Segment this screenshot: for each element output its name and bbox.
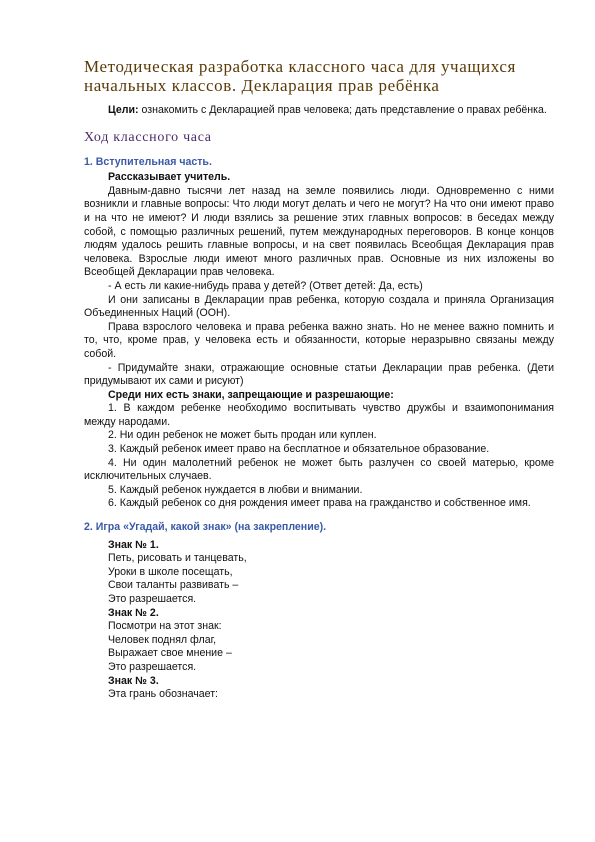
verse-line: Человек поднял флаг,: [108, 633, 217, 646]
verse-line: Это разрешается.: [108, 593, 197, 605]
rule-item: 2. Ни один ребенок не может быть продан или куплен.: [108, 429, 377, 442]
paragraph: - Придумайте знаки, отражающие основные статьи Декларации прав ребенка. (Дети придумывают их сами и рисуют): [84, 361, 554, 388]
sign-label: Знак № 2.: [108, 606, 159, 619]
paragraph: - А есть ли какие-нибудь права у детей? (Ответ детей: Да, есть): [108, 279, 423, 292]
rule-item: 5. Каждый ребенок нуждается в любви и внимании.: [108, 483, 363, 496]
document-page: [84, 57, 554, 702]
rule-item: 1. В каждом ребенке необходимо воспитывать чувство дружбы и взаимопонимания между народами.: [84, 402, 554, 428]
paragraph: Давным-давно тысячи лет назад на земле появились люди. Одновременно с ними возникли и главные вопросы: Что люди могут делать и чего не могут? На что они имеют право и на что не имеют? И люди взялись за решение этих главных вопросов: в беседах между собой, с помощью различных решений, путем международных переговоров. В конце концов людям удалось решить главные вопросы, и на свет появилась Всеобщая Декларация прав человека. Взрослые люди имеют много различных прав. Основные из них изложены во Всеобщей Декларации прав человека.: [84, 184, 554, 279]
paragraph: И они записаны в Декларации прав ребенка, которую создала и приняла Организация Объединенных Наций (ООН).: [84, 293, 554, 320]
part2-heading: 2. Игра «Угадай, какой знак» (на закрепление).: [84, 521, 327, 534]
verse-line: Выражает свое мнение –: [108, 647, 232, 660]
paragraph: Права взрослого человека и права ребенка важно знать. Но не менее важно помнить и то, что, кроме прав, у человека есть и обязанности, которые неразрывно связаны между собой.: [84, 320, 554, 360]
section-heading: Ход классного часа: [84, 129, 212, 145]
goals-paragraph: [84, 104, 554, 118]
game-verses: [84, 539, 554, 702]
verse-line: Петь, рисовать и танцевать,: [108, 552, 247, 565]
sign-label: Знак № 1.: [108, 538, 159, 551]
verse-line: Посмотри на этот знак:: [108, 620, 222, 633]
part1-heading: 1. Вступительная часть.: [84, 155, 212, 168]
rule-item: 3. Каждый ребенок имеет право на бесплатное и обязательное образование.: [108, 443, 490, 456]
verse-line: Эта грань обозначает:: [108, 688, 218, 701]
verse-line: Уроки в школе посещать,: [108, 565, 233, 578]
document-title: Методическая разработка классного часа для учащихся начальных классов. Декларация прав ребёнка: [84, 57, 516, 95]
sign-label: Знак № 3.: [108, 674, 159, 687]
speaker-note: Рассказывает учитель.: [108, 171, 231, 184]
goals-label: Цели:: [108, 104, 139, 116]
signs-heading: Среди них есть знаки, запрещающие и разрешающие:: [108, 388, 394, 401]
verse-line: Свои таланты развивать –: [108, 579, 239, 592]
rule-item: 4. Ни один малолетний ребенок не может быть разлучен со своей матерью, кроме исключительных случаев.: [84, 456, 554, 483]
rule-item: 6. Каждый ребенок со дня рождения имеет права на гражданство и собственное имя.: [108, 497, 531, 510]
goals-text: ознакомить с Декларацией прав человека; дать представление о правах ребёнка.: [138, 104, 547, 116]
verse-line: Это разрешается.: [108, 660, 197, 673]
